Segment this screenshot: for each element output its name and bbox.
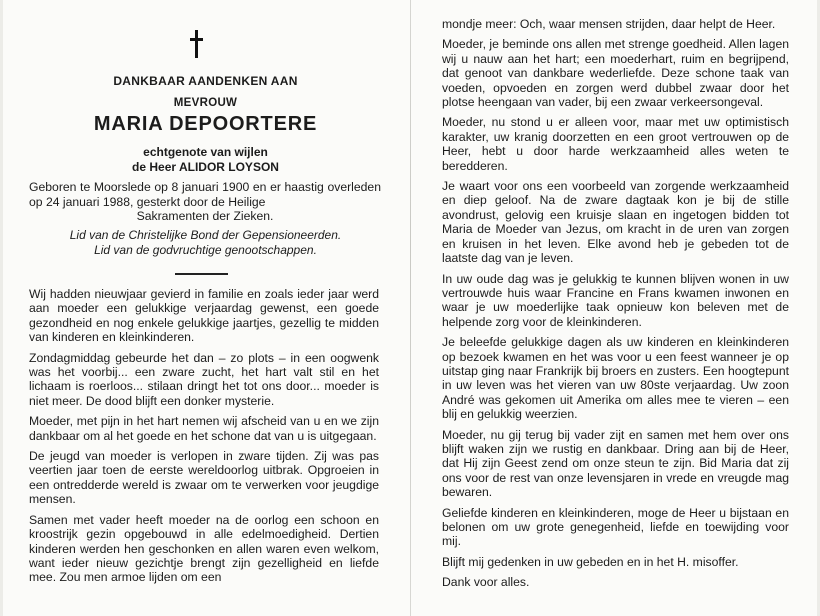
paragraph: Je beleefde gelukkige dagen als uw kinderen en kleinkinderen op bezoek kwamen en het was voor u een feest wanneer je op uitstap ging naar Frankrijk bij broers en zusters. Een hoogtepunt in uw leven was het vieren van uw 80ste verjaardag. Uw zoon André was gekomen uit Amerika om alles mee te vieren – een blij en gelukkig weerzien.	[442, 335, 789, 422]
cross-icon	[190, 30, 204, 60]
paragraph: Moeder, met pijn in het hart nemen wij afscheid van u en we zijn dankbaar om al het goede en het schone dat van u is uitgegaan.	[29, 414, 379, 443]
paragraph: Zondagmiddag gebeurde het dan – zo plots – in een oogwenk was het voorbij... een zware zucht, het hart valt stil en het lichaam is roerloos... stilaan dringt het tot ons door... moeder is niet meer. De dood blijft een donker mysterie.	[29, 350, 379, 408]
birth-death-last-line: Sakramenten der Zieken.	[136, 209, 274, 223]
left-body-text	[29, 287, 379, 591]
paragraph: In uw oude dag was je gelukkig te kunnen blijven wonen in uw vertrouwde huis waar Francine en Frans kwamen inwonen en waar je uw moederlijke taak opnieuw kon beleven met de helpende zorg voor de kleinkinderen.	[442, 271, 789, 329]
honorific-title: MEVROUW	[173, 97, 238, 109]
paragraph: Moeder, nu stond u er alleen voor, maar met uw optimistisch karakter, uw kranig doorzetten en een groot vertrouwen op de Heer, hebt u door harde werkzaamheid alles weten te beredderen.	[442, 115, 789, 173]
paragraph: Moeder, je beminde ons allen met strenge goedheid. Allen lagen wij u nauw aan het hart; een moederhart, ruim en begrijpend, dat genoot van dankbare wederliefde. Deze schone taak van voeden, opvoeden en zorgen werd dubbel zwaar door het plotse heengaan van vader, bij een zwaar verkeersongeval.	[442, 37, 789, 110]
right-page	[411, 0, 820, 616]
paragraph: De jeugd van moeder is verlopen in zware tijden. Zij was pas veertien jaar toen de eerste wereldoorlog uitbrak. Opgroeien in een ontredderde wereld is zwaar om te verwerken voor jeugdige mensen.	[29, 449, 379, 507]
spouse-line-1: echtgenote van wijlen	[143, 145, 268, 159]
birth-death-info	[29, 180, 381, 224]
birth-death-text: Geboren te Moorslede op 8 januari 1900 en er haastig overleden op 24 januari 1988, gesterkt door de Heilige	[29, 180, 381, 209]
divider-rule	[175, 273, 228, 275]
membership-line: Lid van de godvruchtige genootschappen.	[94, 243, 317, 257]
paragraph: Je waart voor ons een voorbeeld van zorgende werkzaamheid en diep geloof. Na de zware dagtaak kon je bij de stille avondrust, gelovig een kruisje slaan en ingetogen bidden tot Maria de Moeder van Jezus, om kracht in de uren van zorgen en kruisen in het leven. Elke avond heb je gebeden tot de laatste dag van je leven.	[442, 179, 789, 266]
remembrance-heading: DANKBAAR AANDENKEN AAN	[113, 74, 298, 88]
paragraph: Blijft mij gedenken in uw gebeden en in het H. misoffer.	[442, 554, 739, 569]
spouse-line-2: de Heer ALIDOR LOYSON	[132, 160, 279, 174]
paragraph: Samen met vader heeft moeder na de oorlog een schoon en kroostrijk gezin opgebouwd in alle edelmoedigheid. Dertien kinderen werden hen geschonken en allen waren even welkom, want ieder nieuw gezichtje brengt zijn gezelligheid en liefde mee. Zou men armoe lijden om een	[29, 512, 379, 585]
paragraph: Moeder, nu gij terug bij vader zijt en samen met hem over ons blijft waken zijn we rustig en dankbaar. Dring aan bij de Heer, dat Hij zijn Geest zend om onze steun te zijn. Bid Maria dat zij ons voor de rest van onze levensjaren in vrede en vreugde mag bewaren.	[442, 427, 789, 500]
right-body-text	[442, 17, 789, 596]
deceased-name: MARIA DEPOORTERE	[93, 113, 318, 135]
membership-line: Lid van de Christelijke Bond der Gepensioneerden.	[69, 228, 342, 242]
paragraph: Wij hadden nieuwjaar gevierd in familie en zoals ieder jaar werd aan moeder een gelukkige verjaardag gewenst, een goede gezondheid en nog enkele gelukkige jaartjes, gezellig te midden van kinderen en kleinkinderen.	[29, 287, 379, 345]
paragraph: Dank voor alles.	[442, 575, 530, 590]
paragraph: mondje meer: Och, waar mensen strijden, daar helpt de Heer.	[442, 17, 776, 31]
memberships	[0, 228, 411, 258]
paragraph: Geliefde kinderen en kleinkinderen, moge de Heer u bijstaan en belonen om uw grote genegenheid, liefde en toewijding voor mij.	[442, 505, 789, 549]
